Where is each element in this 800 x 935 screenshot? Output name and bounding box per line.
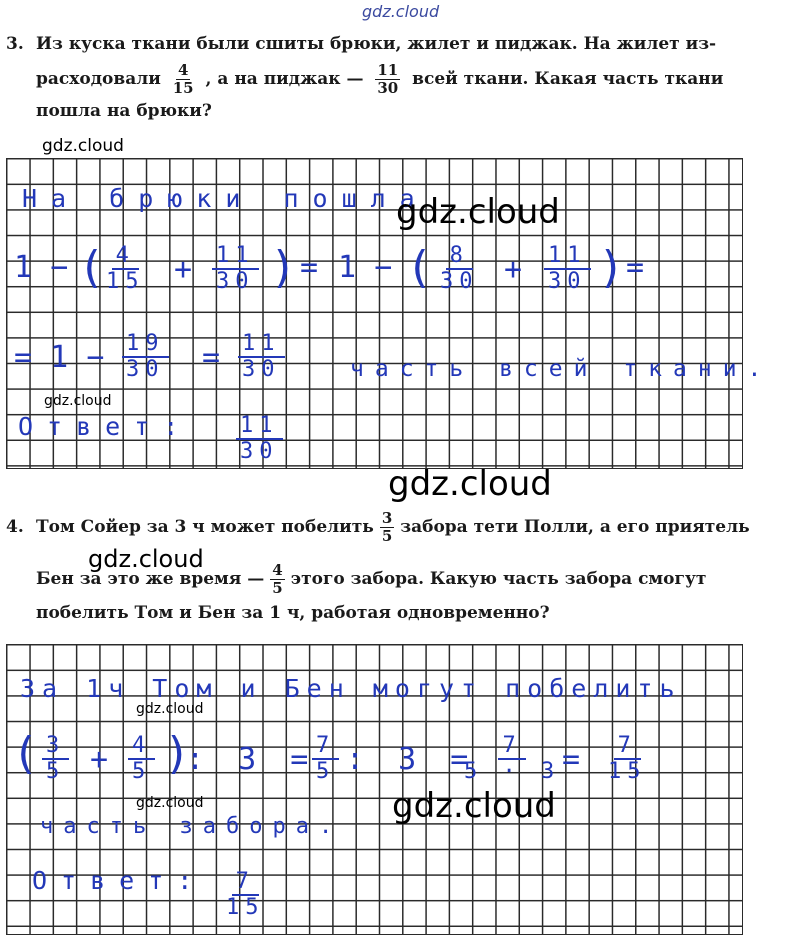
hw-text: 1 − — [338, 250, 393, 285]
hw-text: = — [626, 250, 645, 285]
task3-hw-part: часть всей ткани. — [350, 356, 773, 382]
task4-line3: побелить Том и Бен за 1 ч, работая одновременно? — [36, 603, 550, 623]
task4-fraction-tom: $\frac{3}{5}$ — [381, 509, 393, 545]
hw-fraction: $\frac{11}{30}$ — [212, 244, 259, 294]
hw-text: ( — [12, 728, 39, 779]
hw-text: = — [300, 250, 319, 285]
task4-line1-after: забора тети Полли, а его приятель — [400, 517, 750, 537]
watermark: gdz.cloud — [44, 393, 112, 409]
task3-line1: Из куска ткани были сшиты брюки, жилет и пиджак. На жилет из- — [36, 34, 717, 54]
task4-number: 4. — [6, 517, 24, 537]
task3-line2-after: всей ткани. Какая часть ткани — [412, 69, 724, 89]
task3-text — [6, 32, 760, 123]
task3-line3: пошла на брюки? — [36, 101, 212, 121]
hw-fraction: $\frac{8}{30}$ — [440, 243, 479, 294]
task4-line2-after: этого забора. Какую часть забора смогут — [290, 569, 707, 589]
hw-fraction: $\frac{7}{15}$ — [608, 733, 647, 784]
task3-fraction-jacket: $\frac{11}{30}$ — [377, 61, 399, 97]
task3-line2-mid: , а на пиджак — — [205, 69, 364, 89]
hw-fraction: $\frac{3}{5}$ — [42, 734, 69, 784]
task4-line1-before: Том Сойер за 3 ч может побелить — [36, 517, 374, 537]
hw-text: 1 − — [14, 250, 69, 285]
task4-fraction-ben: $\frac{4}{5}$ — [272, 561, 283, 597]
watermark: gdz.cloud — [136, 701, 204, 717]
hw-fraction: $\frac{19}{30}$ — [122, 332, 169, 382]
task3-line2-before: расходовали — [36, 69, 161, 89]
watermark: gdz.cloud — [88, 545, 204, 573]
hw-fraction: $\frac{7}{15}$ — [226, 869, 265, 920]
task3-hw-heading: На брюки пошла — [22, 184, 429, 213]
watermark: gdz.cloud — [388, 464, 552, 504]
hw-fraction: $\frac{4}{15}$ — [106, 243, 145, 294]
task4-line2-before: Бен за это же время — — [36, 569, 265, 589]
task4-text — [6, 510, 760, 545]
hw-text: ( — [78, 242, 105, 293]
task4-hw-heading: За 1ч Том и Бен могут побелить — [20, 674, 682, 703]
hw-text: ) — [270, 242, 297, 293]
task4-hw-answer-label: Ответ: — [32, 866, 207, 895]
watermark: gdz.cloud — [136, 795, 204, 811]
hw-text: ) — [598, 242, 625, 293]
task3-hw-answer-label: Ответ: — [18, 412, 193, 441]
hw-text: ( — [406, 242, 433, 293]
hw-text: ) — [164, 728, 191, 779]
hw-fraction: $\frac{7}{5}$ — [312, 734, 339, 784]
watermark: gdz.cloud — [42, 136, 124, 156]
watermark-top: gdz.cloud — [362, 2, 440, 21]
hw-text: = — [202, 340, 221, 375]
task4-hw-part: часть забора. — [40, 814, 343, 839]
hw-fraction: $\frac{11}{30}$ — [544, 244, 591, 294]
hw-text: + — [90, 742, 109, 777]
task4-text-rest — [6, 562, 760, 625]
hw-fraction: $\frac{11}{30}$ — [238, 332, 285, 382]
watermark: gdz.cloud — [396, 192, 560, 232]
hw-text: = — [562, 742, 581, 777]
hw-fraction: $\frac{7}{5 \cdot 3}$ — [464, 733, 561, 784]
hw-text: : 3 = — [346, 742, 477, 777]
task3-number: 3. — [6, 34, 24, 54]
hw-text: : 3 = — [186, 742, 317, 777]
hw-text: + — [174, 252, 193, 287]
hw-text: + — [504, 252, 523, 287]
hw-fraction: $\frac{4}{5}$ — [128, 734, 155, 784]
hw-fraction: $\frac{11}{30}$ — [236, 414, 283, 464]
watermark: gdz.cloud — [392, 786, 556, 826]
hw-text: = 1 − — [14, 340, 105, 375]
task3-fraction-vest: $\frac{4}{15}$ — [172, 61, 194, 97]
